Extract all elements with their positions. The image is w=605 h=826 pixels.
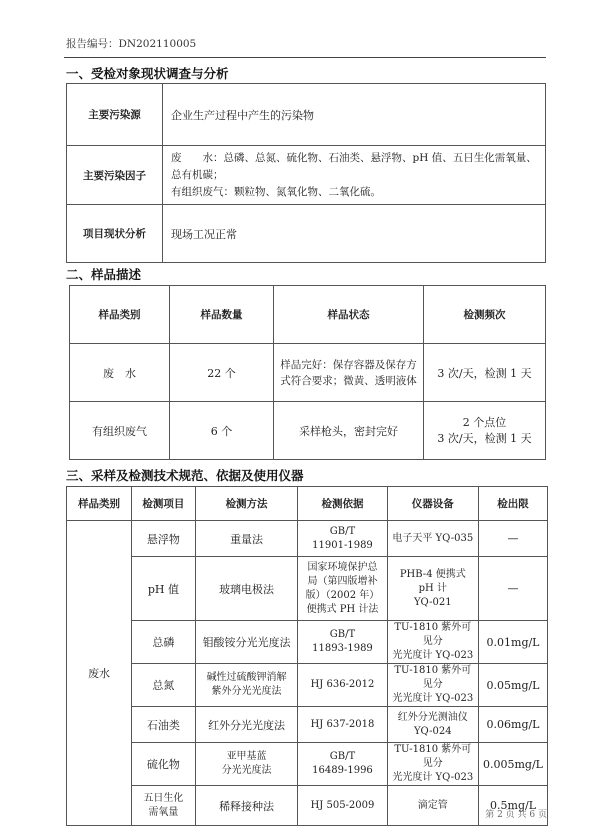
section-3-title: 三、采样及检测技术规范、依据及使用仪器 xyxy=(66,468,304,483)
table-row xyxy=(67,205,546,263)
basis-line: 国家环境保护总 xyxy=(307,561,378,573)
method-line: 红外分光光度法 xyxy=(208,718,286,732)
method-line: 亚甲基蓝 xyxy=(226,751,267,762)
table-header-row xyxy=(67,487,548,521)
column-header: 检出限 xyxy=(479,487,548,521)
instrument xyxy=(387,521,478,557)
column-header: 仪器设备 xyxy=(387,487,478,521)
table-row xyxy=(67,707,548,743)
instrument xyxy=(387,786,478,826)
device-line: PHB-4 便携式 pH 计 xyxy=(399,568,466,594)
detection-limit: 0.06mg/L xyxy=(479,707,548,743)
instrument xyxy=(387,557,478,621)
state-line: 式符合要求；微黄、透明液体 xyxy=(280,374,417,387)
method-line: 紫外分光光度法 xyxy=(211,686,282,697)
table-row xyxy=(67,621,548,664)
device-line: 红外分光测油仪 xyxy=(397,711,468,723)
instrument xyxy=(387,621,478,664)
column-header: 样品状态 xyxy=(274,286,424,344)
row-content xyxy=(163,205,546,263)
detection-limit: — xyxy=(479,557,548,621)
content-line: 有组织废气：颗粒物、氮氧化物、二氧化硫。 xyxy=(171,185,381,198)
row-content xyxy=(163,146,546,205)
basis-line: 11893-1989 xyxy=(312,643,373,654)
method-line: 钼酸铵分光光度法 xyxy=(202,636,291,649)
device-line: TU-1810 紫外可见分 xyxy=(394,622,472,647)
detection-limit: 0.01mg/L xyxy=(479,621,548,664)
method-line: 玻璃电极法 xyxy=(219,582,275,596)
device-line: TU-1810 紫外可见分 xyxy=(394,665,472,690)
column-header: 检测项目 xyxy=(132,487,196,521)
table-header-row xyxy=(70,286,546,344)
device-line: 光光度计 YQ-023 xyxy=(392,693,474,704)
sample-quantity: 6 个 xyxy=(170,402,274,460)
test-method xyxy=(195,707,298,743)
test-item xyxy=(132,664,196,707)
basis-line: HJ 636-2012 xyxy=(310,679,375,690)
test-method xyxy=(195,557,298,621)
table-row xyxy=(67,743,548,786)
item-line: pH 值 xyxy=(147,582,179,596)
row-content xyxy=(163,84,546,146)
method-table xyxy=(66,486,548,826)
basis-line: GB/T xyxy=(329,525,356,537)
item-line: 五日生化 xyxy=(143,792,184,804)
row-label: 主要污染因子 xyxy=(67,146,163,205)
sample-category: 废水 xyxy=(67,521,132,826)
item-line: 悬浮物 xyxy=(146,532,180,546)
section-1-title: 一、受检对象现状调查与分析 xyxy=(66,66,229,81)
test-item xyxy=(132,557,196,621)
detection-limit: 0.5mg/L xyxy=(479,786,548,826)
state-line: 样品完好：保存容器及保存方 xyxy=(280,358,417,371)
instrument xyxy=(387,743,478,786)
sample-state xyxy=(274,402,424,460)
test-basis xyxy=(298,521,387,557)
column-header: 检测方法 xyxy=(195,487,298,521)
sample-state xyxy=(274,344,424,402)
test-method xyxy=(195,786,298,826)
table-row xyxy=(70,344,546,402)
survey-table xyxy=(66,83,546,263)
table-row xyxy=(67,557,548,621)
method-line: 碱性过硫酸钾消解 xyxy=(206,672,287,683)
column-header: 样品类别 xyxy=(67,487,132,521)
basis-line: HJ 637-2018 xyxy=(310,718,375,730)
device-line: 光光度计 YQ-023 xyxy=(392,650,474,661)
test-item xyxy=(132,743,196,786)
test-item xyxy=(132,621,196,664)
test-basis xyxy=(298,743,387,786)
sample-table xyxy=(69,285,546,460)
test-method xyxy=(195,621,298,664)
freq-line: 3 次/天，检测 1 天 xyxy=(437,366,532,380)
detection-limit: — xyxy=(479,521,548,557)
basis-line: 便携式 PH 计法 xyxy=(306,603,379,615)
test-basis xyxy=(298,621,387,664)
basis-line: GB/T xyxy=(329,751,356,762)
item-line: 总氮 xyxy=(152,679,175,692)
column-header: 检测频次 xyxy=(424,286,546,344)
basis-line: 局（第四版增补 xyxy=(307,575,378,587)
basis-line: 16489-1996 xyxy=(312,765,373,776)
item-line: 石油类 xyxy=(146,718,180,732)
row-label: 项目现状分析 xyxy=(67,205,163,263)
device-line: 滴定管 xyxy=(417,799,448,811)
row-label: 主要污染源 xyxy=(67,84,163,146)
item-line: 硫化物 xyxy=(146,758,180,771)
instrument xyxy=(387,664,478,707)
header-rule xyxy=(64,57,546,58)
device-line: 光光度计 YQ-023 xyxy=(392,772,474,783)
test-basis xyxy=(298,786,387,826)
sample-category: 废 水 xyxy=(70,344,170,402)
test-method xyxy=(195,664,298,707)
instrument xyxy=(387,707,478,743)
state-line: 采样枪头，密封完好 xyxy=(299,424,398,438)
detection-limit: 0.05mg/L xyxy=(479,664,548,707)
device-line: 电子天平 YQ-035 xyxy=(392,532,474,544)
device-line: TU-1810 紫外可见分 xyxy=(394,744,472,769)
device-line: YQ-021 xyxy=(413,596,452,608)
sample-quantity: 22 个 xyxy=(170,344,274,402)
content-line: 企业生产过程中产生的污染物 xyxy=(171,108,314,122)
content-line: 现场工况正常 xyxy=(171,227,237,241)
sample-frequency xyxy=(424,344,546,402)
device-line: YQ-024 xyxy=(413,725,452,737)
item-line: 总磷 xyxy=(152,636,175,649)
column-header: 样品类别 xyxy=(70,286,170,344)
basis-line: GB/T xyxy=(329,629,356,640)
test-basis xyxy=(298,664,387,707)
test-basis xyxy=(298,707,387,743)
method-line: 稀释接种法 xyxy=(219,799,275,813)
sample-category: 有组织废气 xyxy=(70,402,170,460)
detection-limit: 0.005mg/L xyxy=(479,743,548,786)
method-line: 重量法 xyxy=(230,532,264,546)
test-item xyxy=(132,786,196,826)
table-row xyxy=(70,402,546,460)
table-row xyxy=(67,84,546,146)
table-row xyxy=(67,146,546,205)
test-item xyxy=(132,707,196,743)
basis-line: HJ 505-2009 xyxy=(310,799,375,811)
content-line: 废 水：总磷、总氮、硫化物、石油类、悬浮物、pH 值、五日生化需氧量、总有机碳； xyxy=(171,151,537,181)
column-header: 样品数量 xyxy=(170,286,274,344)
test-item xyxy=(132,521,196,557)
test-method xyxy=(195,743,298,786)
freq-line: 3 次/天，检测 1 天 xyxy=(437,431,532,445)
item-line: 需氧量 xyxy=(148,806,179,818)
sample-frequency xyxy=(424,402,546,460)
freq-line: 2 个点位 xyxy=(462,415,507,429)
page-footer: 第 2 页 共 6 页 xyxy=(485,810,547,820)
column-header: 检测依据 xyxy=(298,487,387,521)
table-row xyxy=(67,664,548,707)
table-row xyxy=(67,786,548,826)
table-row xyxy=(67,521,548,557)
test-method xyxy=(195,521,298,557)
basis-line: 11901-1989 xyxy=(312,539,373,551)
test-basis xyxy=(298,557,387,621)
method-line: 分光光度法 xyxy=(221,765,272,776)
report-number: 报告编号：DN202110005 xyxy=(66,38,197,50)
basis-line: 版）（2002 年） xyxy=(305,589,380,601)
section-2-title: 二、样品描述 xyxy=(66,267,142,282)
